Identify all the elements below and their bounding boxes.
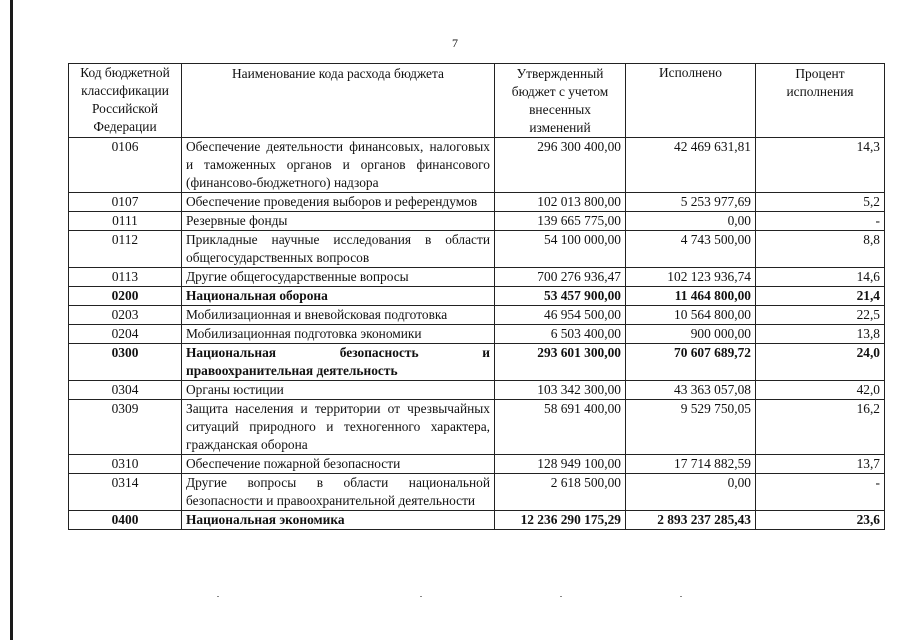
row-approved-amount: 103 342 300,00 bbox=[495, 381, 626, 400]
row-code: 0300 bbox=[69, 344, 182, 381]
table-row bbox=[69, 511, 885, 530]
row-executed-amount: 17 714 882,59 bbox=[626, 455, 756, 474]
row-approved-amount: 58 691 400,00 bbox=[495, 400, 626, 455]
row-execution-percent: - bbox=[756, 474, 885, 511]
row-executed-amount: 42 469 631,81 bbox=[626, 138, 756, 193]
row-code: 0203 bbox=[69, 306, 182, 325]
header-approved: Утвержденный бюджет с учетом внесенных изменений bbox=[495, 64, 626, 138]
table-row bbox=[69, 400, 885, 455]
table-row bbox=[69, 231, 885, 268]
row-execution-percent: 21,4 bbox=[756, 287, 885, 306]
table-header-row bbox=[69, 64, 885, 138]
row-name: Прикладные научные исследования в области общегосударственных вопросов bbox=[182, 231, 495, 268]
row-execution-percent: - bbox=[756, 212, 885, 231]
scan-speck bbox=[217, 596, 219, 597]
row-executed-amount: 4 743 500,00 bbox=[626, 231, 756, 268]
row-code: 0310 bbox=[69, 455, 182, 474]
row-name: Национальная оборона bbox=[182, 287, 495, 306]
row-approved-amount: 102 013 800,00 bbox=[495, 193, 626, 212]
row-code: 0304 bbox=[69, 381, 182, 400]
row-name: Органы юстиции bbox=[182, 381, 495, 400]
table-row bbox=[69, 344, 885, 381]
row-execution-percent: 13,8 bbox=[756, 325, 885, 344]
header-percent: Процент исполнения bbox=[756, 64, 885, 138]
row-approved-amount: 139 665 775,00 bbox=[495, 212, 626, 231]
scan-speck bbox=[420, 596, 422, 597]
row-name: Резервные фонды bbox=[182, 212, 495, 231]
row-name: Другие вопросы в области национальной безопасности и правоохранительной деятельности bbox=[182, 474, 495, 511]
row-approved-amount: 2 618 500,00 bbox=[495, 474, 626, 511]
row-execution-percent: 13,7 bbox=[756, 455, 885, 474]
row-name: Мобилизационная подготовка экономики bbox=[182, 325, 495, 344]
row-approved-amount: 12 236 290 175,29 bbox=[495, 511, 626, 530]
row-name: Мобилизационная и вневойсковая подготовка bbox=[182, 306, 495, 325]
scan-speck bbox=[560, 596, 562, 597]
row-execution-percent: 22,5 bbox=[756, 306, 885, 325]
table-row bbox=[69, 138, 885, 193]
row-name: Другие общегосударственные вопросы bbox=[182, 268, 495, 287]
row-executed-amount: 11 464 800,00 bbox=[626, 287, 756, 306]
row-execution-percent: 16,2 bbox=[756, 400, 885, 455]
row-code: 0204 bbox=[69, 325, 182, 344]
row-execution-percent: 5,2 bbox=[756, 193, 885, 212]
row-code: 0112 bbox=[69, 231, 182, 268]
row-name: Обеспечение деятельности финансовых, налоговых и таможенных органов и органов финансового (финансово-бюджетного) надзора bbox=[182, 138, 495, 193]
row-executed-amount: 70 607 689,72 bbox=[626, 344, 756, 381]
row-execution-percent: 14,6 bbox=[756, 268, 885, 287]
header-code: Код бюджетной классификации Российской Федерации bbox=[69, 64, 182, 138]
row-code: 0309 bbox=[69, 400, 182, 455]
table-row bbox=[69, 306, 885, 325]
row-approved-amount: 6 503 400,00 bbox=[495, 325, 626, 344]
binding-edge-line bbox=[10, 0, 13, 640]
row-code: 0400 bbox=[69, 511, 182, 530]
row-code: 0314 bbox=[69, 474, 182, 511]
row-execution-percent: 42,0 bbox=[756, 381, 885, 400]
table-row bbox=[69, 455, 885, 474]
row-execution-percent: 8,8 bbox=[756, 231, 885, 268]
row-approved-amount: 54 100 000,00 bbox=[495, 231, 626, 268]
budget-execution-table bbox=[68, 63, 885, 530]
row-name: Национальная экономика bbox=[182, 511, 495, 530]
row-approved-amount: 700 276 936,47 bbox=[495, 268, 626, 287]
header-name: Наименование кода расхода бюджета bbox=[182, 64, 495, 138]
row-executed-amount: 5 253 977,69 bbox=[626, 193, 756, 212]
row-executed-amount: 102 123 936,74 bbox=[626, 268, 756, 287]
row-name: Национальная безопасность и правоохранительная деятельность bbox=[182, 344, 495, 381]
table-row bbox=[69, 287, 885, 306]
row-execution-percent: 24,0 bbox=[756, 344, 885, 381]
row-approved-amount: 293 601 300,00 bbox=[495, 344, 626, 381]
row-executed-amount: 2 893 237 285,43 bbox=[626, 511, 756, 530]
row-name: Защита населения и территории от чрезвычайных ситуаций природного и техногенного характера, гражданская оборона bbox=[182, 400, 495, 455]
table-row bbox=[69, 212, 885, 231]
row-approved-amount: 296 300 400,00 bbox=[495, 138, 626, 193]
row-executed-amount: 0,00 bbox=[626, 212, 756, 231]
page-number: 7 bbox=[452, 36, 458, 50]
table-row bbox=[69, 474, 885, 511]
row-approved-amount: 53 457 900,00 bbox=[495, 287, 626, 306]
row-code: 0107 bbox=[69, 193, 182, 212]
row-executed-amount: 0,00 bbox=[626, 474, 756, 511]
row-approved-amount: 46 954 500,00 bbox=[495, 306, 626, 325]
header-executed: Исполнено bbox=[626, 64, 756, 138]
scan-speck bbox=[680, 596, 682, 597]
row-name: Обеспечение пожарной безопасности bbox=[182, 455, 495, 474]
table-row bbox=[69, 193, 885, 212]
row-approved-amount: 128 949 100,00 bbox=[495, 455, 626, 474]
table-row bbox=[69, 381, 885, 400]
row-executed-amount: 9 529 750,05 bbox=[626, 400, 756, 455]
row-name: Обеспечение проведения выборов и референдумов bbox=[182, 193, 495, 212]
row-execution-percent: 14,3 bbox=[756, 138, 885, 193]
row-code: 0111 bbox=[69, 212, 182, 231]
row-executed-amount: 10 564 800,00 bbox=[626, 306, 756, 325]
table-row bbox=[69, 268, 885, 287]
row-execution-percent: 23,6 bbox=[756, 511, 885, 530]
row-executed-amount: 43 363 057,08 bbox=[626, 381, 756, 400]
row-code: 0200 bbox=[69, 287, 182, 306]
row-code: 0113 bbox=[69, 268, 182, 287]
table-row bbox=[69, 325, 885, 344]
row-code: 0106 bbox=[69, 138, 182, 193]
row-executed-amount: 900 000,00 bbox=[626, 325, 756, 344]
